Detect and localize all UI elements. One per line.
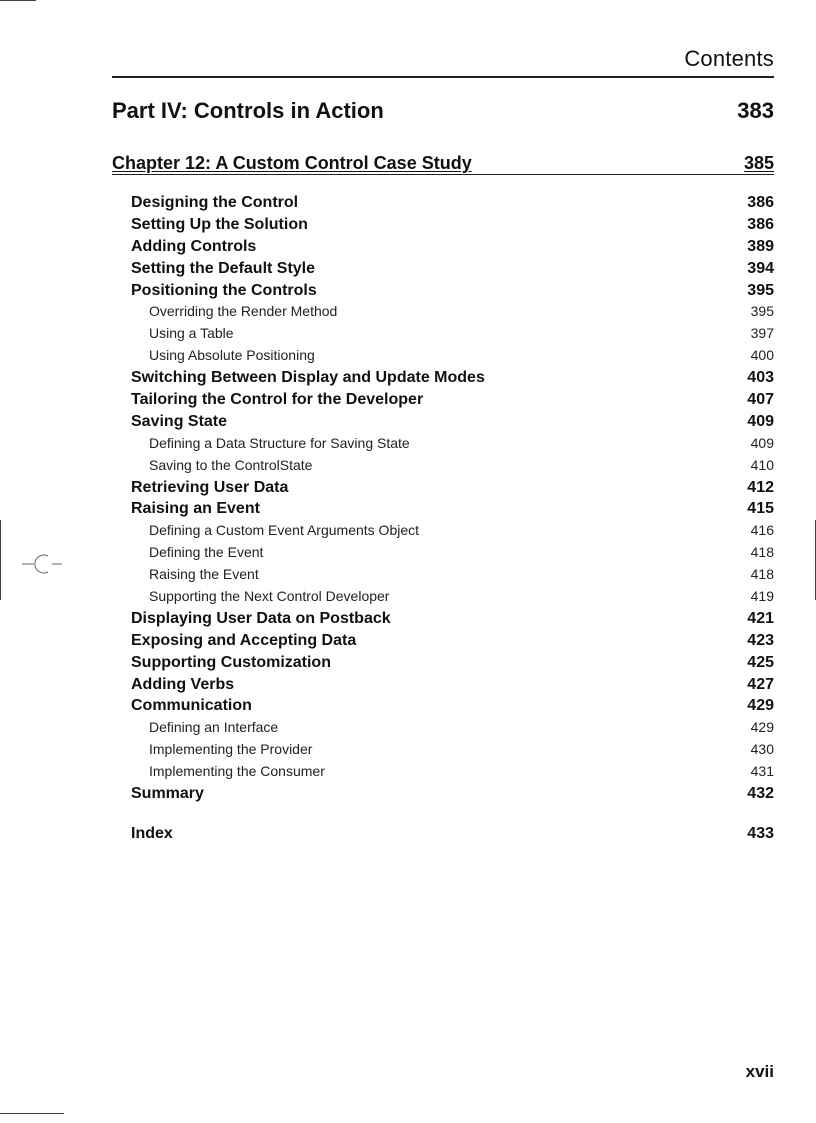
page-folio: xvii: [745, 1062, 774, 1081]
toc-section-row: [0, 411, 816, 433]
toc-entry-title: Setting the Default Style: [131, 259, 316, 277]
part-heading: [112, 98, 774, 124]
toc-entry-page: 418: [750, 566, 774, 583]
toc-entry-title: Using a Table: [149, 325, 234, 342]
toc-entry-title: Summary: [131, 785, 204, 803]
toc-section-row: [0, 214, 816, 236]
toc-entry-title: Supporting Customization: [131, 653, 331, 671]
toc-entry-title: Adding Controls: [131, 237, 257, 255]
toc-entry-title: Communication: [131, 697, 252, 715]
toc-entry-page: 407: [747, 391, 774, 409]
toc-entry-title: Switching Between Display and Update Modes: [131, 369, 485, 387]
toc-subsection-row: [0, 520, 816, 542]
toc-subsection-row: [0, 345, 816, 367]
toc-subsection-row: [0, 564, 816, 586]
toc-entry-title: Retrieving User Data: [131, 478, 289, 496]
toc-entry-page: 410: [750, 456, 774, 473]
toc-subsection-row: [0, 586, 816, 608]
toc-entry-page: 416: [750, 522, 774, 539]
toc-entry-page: 386: [747, 194, 774, 211]
chapter-title: Chapter 12: A Custom Control Case Study: [112, 153, 472, 173]
toc-entries: [0, 192, 816, 805]
toc-section-row: [0, 674, 816, 696]
toc-subsection-row: [0, 433, 816, 455]
toc-entry-title: Raising an Event: [131, 500, 260, 518]
toc-subsection-row: [0, 717, 816, 739]
toc-entry-title: Displaying User Data on Postback: [131, 609, 391, 627]
toc-subsection-row: [0, 542, 816, 564]
crop-mark-top-left: [0, 0, 36, 1]
toc-section-row: [0, 630, 816, 652]
index-page: 433: [747, 825, 774, 842]
toc-subsection-row: [0, 761, 816, 783]
toc-section-row: [0, 498, 816, 520]
toc-subsection-row: [0, 323, 816, 345]
toc-entry-title: Raising the Event: [149, 566, 259, 583]
toc-section-row: [0, 192, 816, 214]
toc-entry-page: 429: [750, 719, 774, 736]
toc-entry-page: 421: [747, 609, 774, 627]
toc-entry-title: Setting Up the Solution: [131, 215, 308, 233]
toc-entry-page: 418: [750, 544, 774, 561]
toc-section-row: [0, 652, 816, 674]
toc-entry-page: 409: [747, 412, 774, 430]
toc-entry-page: 427: [747, 675, 774, 693]
toc-section-row: [0, 236, 816, 258]
toc-entry-page: 395: [747, 281, 774, 299]
toc-section-row: [0, 783, 816, 805]
toc-subsection-row: [0, 455, 816, 477]
running-header: Contents: [684, 46, 774, 71]
toc-section-row: [0, 367, 816, 389]
toc-section-row: [0, 280, 816, 302]
chapter-page: 385: [743, 153, 774, 173]
toc-entry-title: Defining an Interface: [149, 719, 279, 736]
toc-entry-title: Saving State: [131, 412, 228, 430]
toc-entry-title: Supporting the Next Control Developer: [149, 588, 390, 605]
toc-entry-page: 415: [747, 500, 774, 518]
toc-entry-title: Implementing the Consumer: [149, 763, 325, 780]
toc-entry-page: 419: [750, 588, 774, 605]
toc-entry-page: 425: [747, 653, 774, 671]
toc-entry-title: Adding Verbs: [131, 675, 235, 693]
toc-entry-page: 429: [747, 697, 774, 715]
toc-entry-title: Designing the Control: [131, 194, 299, 211]
toc-section-row: [0, 695, 816, 717]
chapter-heading: [112, 153, 774, 175]
toc-entry-page: 389: [747, 237, 774, 255]
part-title: Part IV: Controls in Action: [112, 98, 384, 123]
index-entry: [131, 825, 774, 843]
toc-entry-title: Exposing and Accepting Data: [131, 631, 357, 649]
toc-entry-page: 386: [747, 215, 774, 233]
toc-entry-title: Defining a Custom Event Arguments Object: [149, 522, 420, 539]
toc-entry-page: 403: [747, 369, 774, 387]
toc-section-row: [0, 608, 816, 630]
part-page: 383: [737, 98, 774, 123]
header-rule: [112, 76, 774, 78]
crop-mark-bottom-left: [0, 1113, 64, 1114]
toc-entry-title: Positioning the Controls: [131, 281, 317, 299]
toc-entry-page: 394: [747, 259, 774, 277]
toc-entry-page: 400: [750, 347, 774, 364]
toc-entry-page: 423: [747, 631, 774, 649]
toc-section-row: [0, 477, 816, 499]
toc-entry-title: Defining a Data Structure for Saving State: [149, 434, 410, 451]
toc-entry-title: Using Absolute Positioning: [149, 347, 315, 364]
toc-section-row: [0, 258, 816, 280]
toc-subsection-row: [0, 739, 816, 761]
toc-section-row: [0, 389, 816, 411]
toc-entry-page: 409: [750, 434, 774, 451]
index-title: Index: [131, 825, 173, 842]
toc-entry-title: Defining the Event: [149, 544, 264, 561]
toc-entry-page: 430: [750, 741, 774, 758]
toc-entry-title: Saving to the ControlState: [149, 456, 313, 473]
toc-entry-page: 431: [750, 763, 774, 780]
toc-entry-page: 432: [747, 785, 774, 803]
toc-subsection-row: [0, 301, 816, 323]
toc-entry-page: 397: [750, 325, 774, 342]
toc-entry-title: Tailoring the Control for the Developer: [131, 391, 424, 409]
toc-entry-page: 412: [747, 478, 774, 496]
toc-entry-page: 395: [750, 303, 774, 320]
toc-entry-title: Overriding the Render Method: [149, 303, 338, 320]
toc-entry-title: Implementing the Provider: [149, 741, 313, 758]
